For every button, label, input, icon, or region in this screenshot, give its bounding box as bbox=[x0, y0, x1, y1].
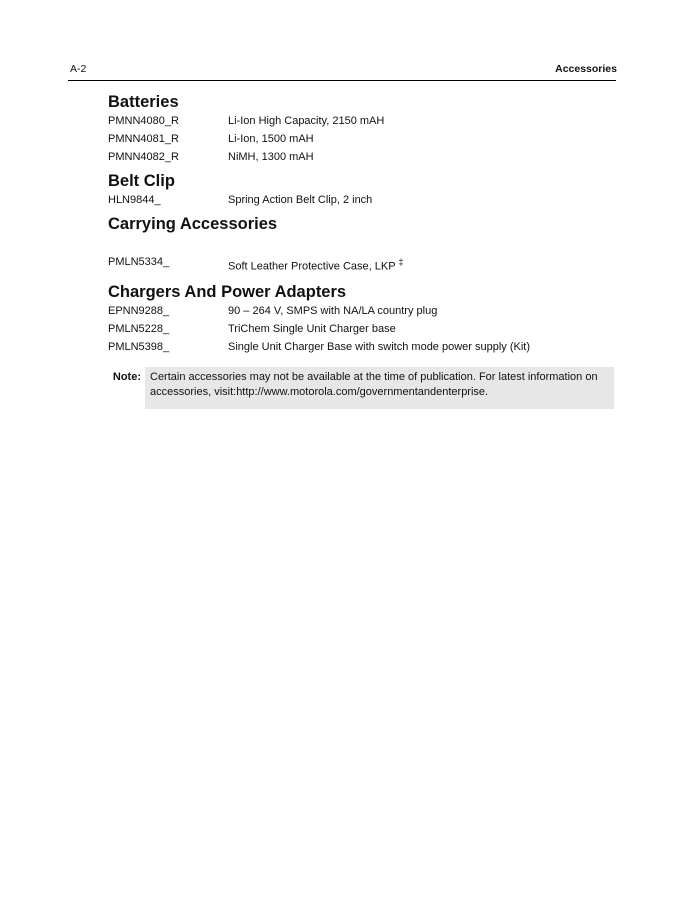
list-item bbox=[108, 112, 618, 130]
part-number: PMNN4082_R bbox=[108, 151, 179, 163]
header-rule bbox=[68, 80, 616, 81]
section-heading: Batteries bbox=[108, 93, 179, 111]
part-description: Soft Leather Protective Case, LKP bbox=[228, 260, 396, 273]
note-text: Certain accessories may not be available at the time of publication. For latest information on accessories, visit:http://www.motorola.com/governmentandenterprise. bbox=[145, 367, 614, 409]
part-description-wrap bbox=[228, 252, 618, 277]
part-number: PMNN4081_R bbox=[108, 133, 179, 145]
page-number: A-2 bbox=[70, 63, 87, 75]
part-number: PMLN5228_ bbox=[108, 322, 170, 335]
note-label: Note: bbox=[112, 371, 141, 383]
list-item bbox=[108, 252, 618, 277]
section-belt-clip bbox=[108, 171, 618, 209]
part-number: HLN9844_ bbox=[108, 194, 161, 206]
part-number: PMLN5334_ bbox=[108, 256, 170, 268]
list-item bbox=[108, 191, 618, 209]
part-description: TriChem Single Unit Charger base bbox=[228, 322, 396, 335]
part-description: NiMH, 1300 mAH bbox=[228, 151, 314, 163]
part-description: Li-Ion High Capacity, 2150 mAH bbox=[228, 115, 385, 127]
double-dagger-mark: ‡ bbox=[398, 257, 404, 267]
list-item bbox=[108, 130, 618, 148]
section-heading: Chargers And Power Adapters bbox=[108, 282, 347, 301]
section-batteries bbox=[108, 92, 618, 166]
part-number: PMNN4080_R bbox=[108, 115, 179, 127]
part-description: Spring Action Belt Clip, 2 inch bbox=[228, 194, 373, 206]
part-description: Single Unit Charger Base with switch mode power supply (Kit) bbox=[228, 340, 531, 353]
part-description: 90 – 264 V, SMPS with NA/LA country plug bbox=[228, 304, 438, 317]
chapter-title: Accessories bbox=[555, 63, 617, 75]
accessory-list bbox=[108, 92, 618, 356]
list-item bbox=[108, 302, 618, 320]
list-item bbox=[108, 338, 618, 356]
part-description: Li-Ion, 1500 mAH bbox=[228, 133, 314, 145]
note-callout bbox=[108, 367, 614, 409]
list-item bbox=[108, 320, 618, 338]
section-heading: Carrying Accessories bbox=[108, 215, 278, 233]
part-number: EPNN9288_ bbox=[108, 304, 170, 317]
section-chargers bbox=[108, 282, 618, 356]
list-item bbox=[108, 148, 618, 166]
section-carrying-accessories bbox=[108, 214, 618, 277]
section-heading: Belt Clip bbox=[108, 172, 175, 190]
part-number: PMLN5398_ bbox=[108, 340, 170, 353]
